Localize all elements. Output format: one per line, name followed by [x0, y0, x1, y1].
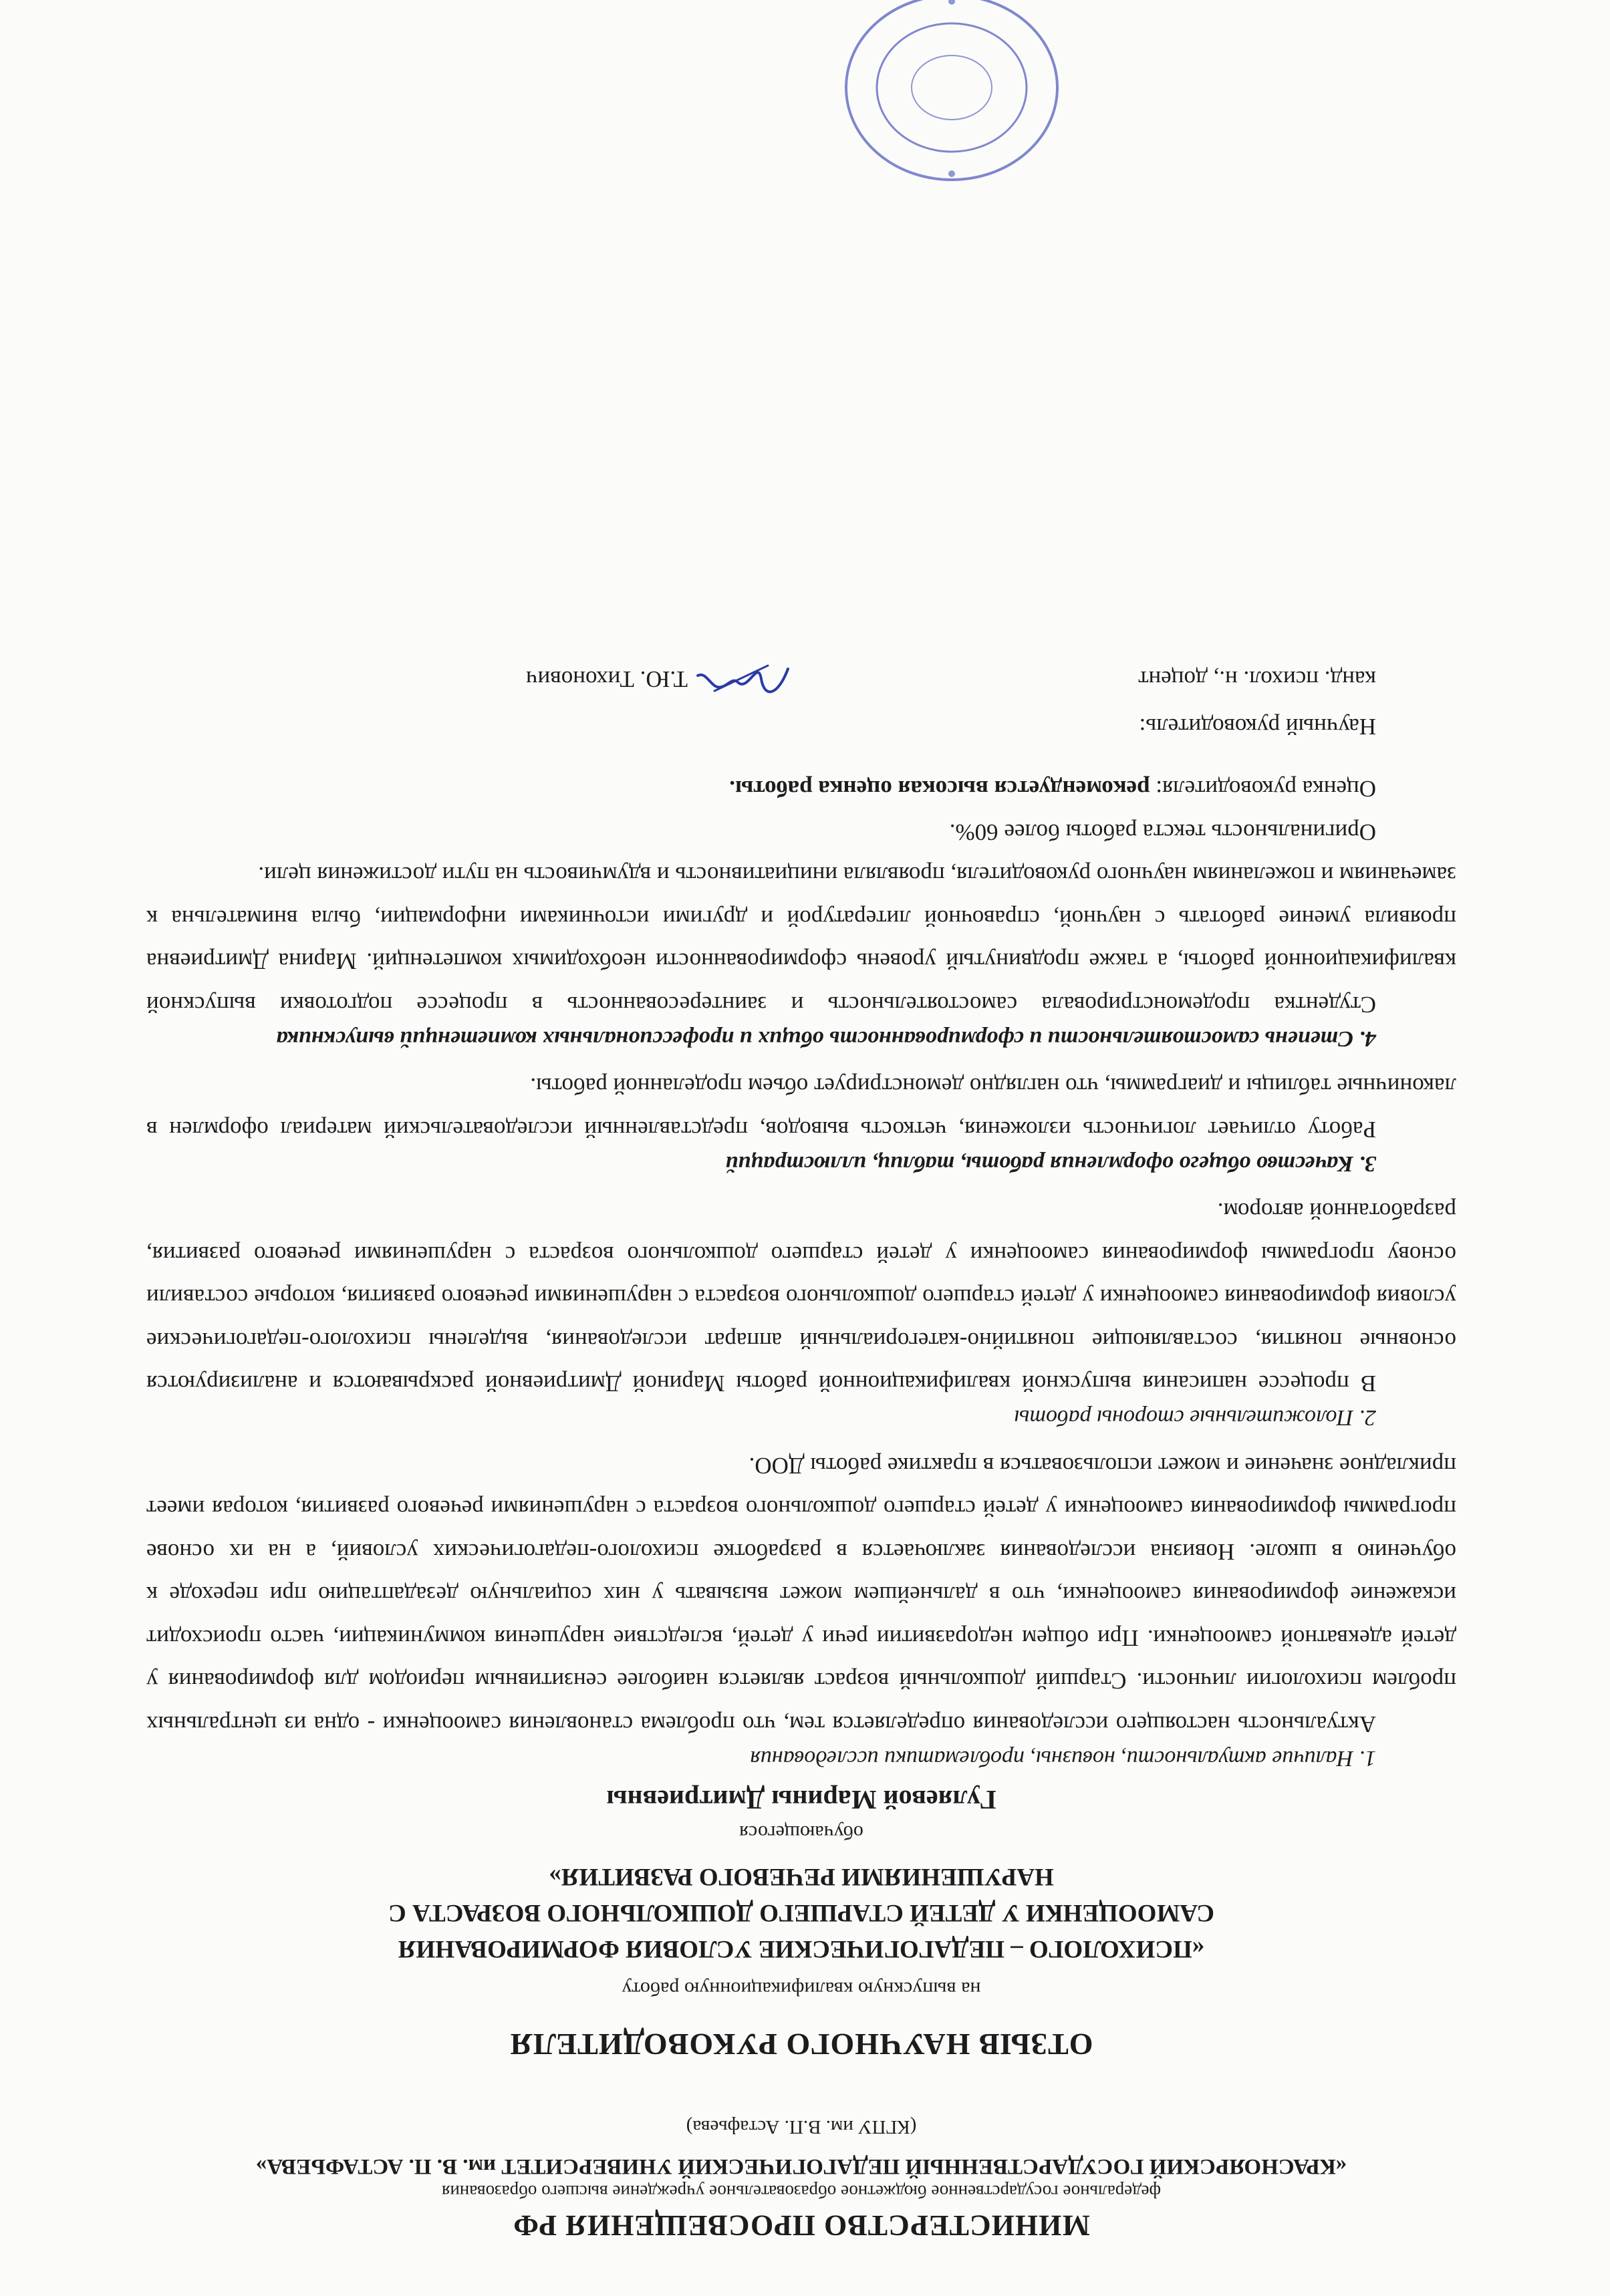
- section-4-title: 4. Степень самостоятельности и сформированность общих и профессиональных компетенций выпускника: [276, 1026, 1376, 1051]
- assessment-label: Оценка руководителя:: [1150, 776, 1376, 803]
- university-stamp-icon: [841, 0, 1062, 184]
- federal-institution-line: федеральное государственное бюджетное образовательное учреждение высшего образования: [441, 2182, 1162, 2202]
- section-1-title: 1. Наличие актуальности, новизны, проблематики исследования: [750, 1746, 1376, 1771]
- signature-block: [146, 652, 1456, 747]
- section-3-title: 3. Качество общего оформления работы, таблиц, иллюстраций: [725, 1151, 1376, 1176]
- section-3-text: Работу отличает логичность изложения, четкость выводов, представленный исследовательский материал оформлен в лаконичные таблицы и диаграммы, что наглядно демонстрирует объем проделанной работы.: [146, 1073, 1456, 1143]
- section-4-text: Студентка продемонстрировала самостоятельность и заинтересованность в процессе подготовки выпускной квалификационной работы, а также продвинутый уровень сформированности необходимых компетенций. Марина Дмитриевна проявила умение работать с научной, справочной литературой и другими источниками информации, была внимательна к замечаниям и пожеланиям научного руководителя, проявляла инициативность и вдумчивость на пути достижения цели.: [146, 862, 1456, 1018]
- signature-name-row: [146, 652, 1376, 706]
- university-name: «КРАСНОЯРСКИЙ ГОСУДАРСТВЕННЫЙ ПЕДАГОГИЧЕСКИЙ УНИВЕРСИТЕТ им. В. П. АСТАФЬЕВА»: [255, 2154, 1347, 2178]
- assessment-line: [146, 767, 1456, 811]
- document-title: ОТЗЫВ НАУЧНОГО РУКОВОДИТЕЛЯ: [509, 2027, 1093, 2061]
- review-sheet: [146, 652, 1456, 2243]
- student-label: обучающегося: [739, 1822, 863, 1844]
- university-abbreviation: (КГПУ им. В.П. Астафьева): [686, 2116, 917, 2138]
- supervisor-degree: канд. психол. н., доцент: [1138, 666, 1376, 692]
- section-2-text: В процессе написания выпускной квалификационной работы Мариной Дмитриевной раскрываются и анализируются основные понятия, составляющие понятийно-категориальный аппарат исследования, выделены психолого-педагогические условия формирования самооценки у детей старшего дошкольного возраста с нарушениями речевого развития, которые составили основу программы формирования самооценки у детей старшего дошкольного возраста с нарушениями речевого развития, разработанной автором.: [146, 1198, 1456, 1397]
- assessment-value: рекомендуется высокая оценка работы.: [729, 776, 1150, 803]
- document-subtitle: на выпускную квалификационную работу: [622, 1978, 981, 2000]
- signature-role-row: [146, 706, 1376, 747]
- handwritten-signature-icon: [694, 652, 795, 706]
- supervisor-role: Научный руководитель:: [1139, 714, 1376, 740]
- ministry-heading: МИНИСТЕРСТВО ПРОСВЕЩЕНИЯ РФ: [513, 2209, 1090, 2242]
- section-2-title: 2. Положительные стороны работы: [1014, 1405, 1376, 1431]
- section-1-text: Актуальность настоящего исследования определяется тем, что проблема становления самооценки - одна из центральных проблем психологии личности. Старший дошкольный возраст является наиболее сензитивным периодом для формирования у детей адекватной самооценки. При общем недоразвитии речи у детей, вследствие нарушения коммуникации, часто происходит искажение формирования самооценки, что в дальнейшем может вызывать у них социальную дезадаптацию при переходе к обучению в школе. Новизна исследования заключается в разработке психолого-педагогических условий, а на их основе программы формирования самооценки у детей старшего дошкольного возраста с нарушениями речевого развития, которая имеет прикладное значение и может использоваться в практике работы ДОО.: [146, 1453, 1456, 1737]
- supervisor-name: Т.Ю. Тихонович: [525, 666, 688, 692]
- thesis-topic-line: «ПСИХОЛОГО – ПЕДАГОГИЧЕСКИЕ УСЛОВИЯ ФОРМИРОВАНИЯ: [398, 1935, 1205, 1963]
- thesis-topic-line: НАРУШЕНИЯМИ РЕЧЕВОГО РАЗВИТИЯ»: [549, 1863, 1054, 1890]
- thesis-topic-line: САМООЦЕНКИ У ДЕТЕЙ СТАРШЕГО ДОШКОЛЬНОГО ВОЗРАСТА С: [388, 1899, 1214, 1926]
- originality-line: Оригинальность текста работы более 60%.: [949, 819, 1376, 845]
- thesis-topic: [146, 1858, 1456, 1967]
- student-name: Гуляевой Марины Дмитриевны: [606, 1785, 996, 1815]
